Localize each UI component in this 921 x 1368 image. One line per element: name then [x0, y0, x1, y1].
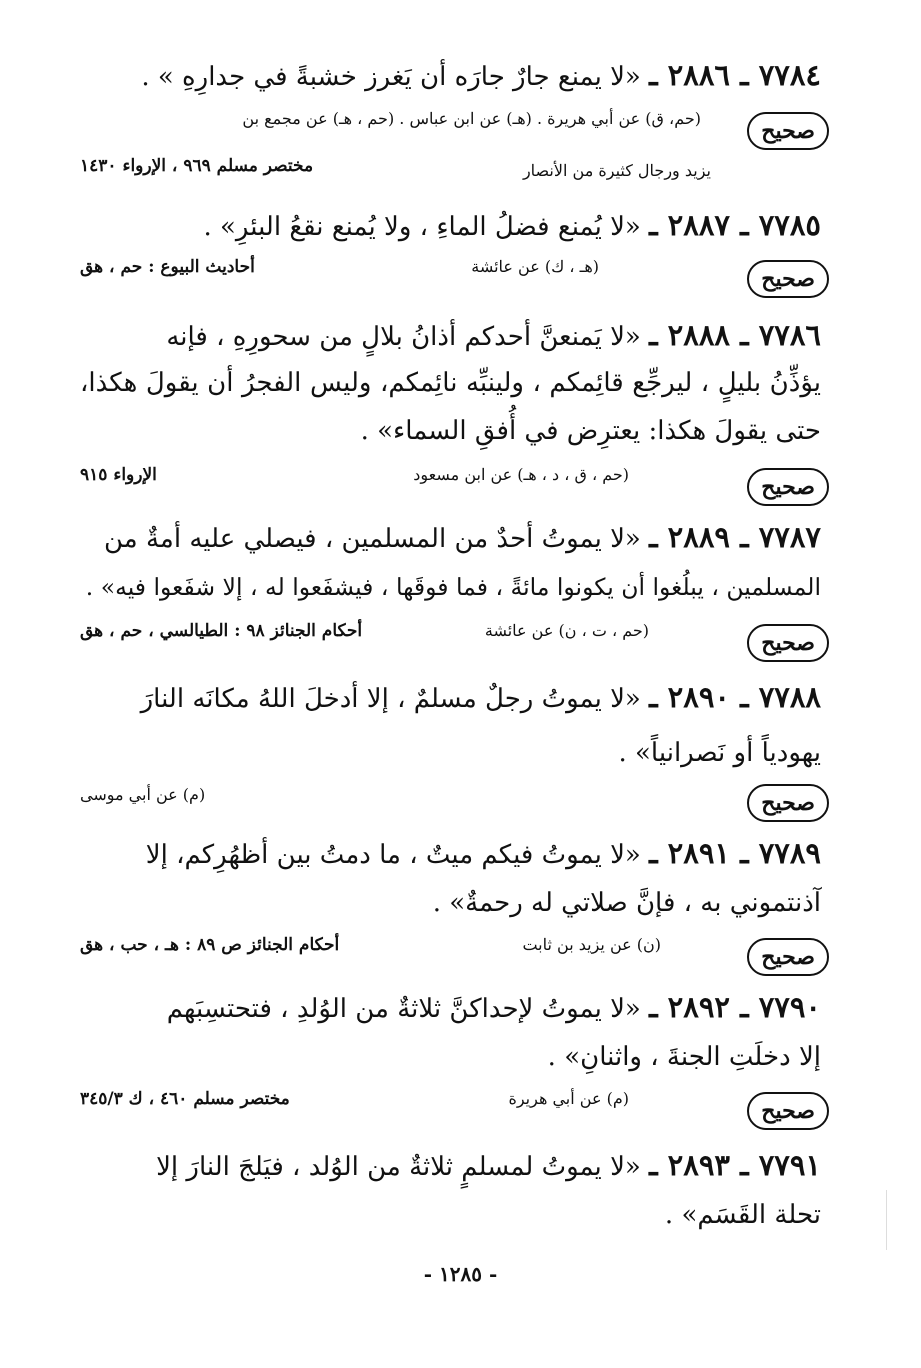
reference-row	[80, 620, 829, 664]
book-references: أحكام الجنائز ٩٨ : الطيالسي ، حم ، هق	[80, 621, 363, 641]
hadith-number: ٧٧٨٨ ـ ٢٨٩٠ ـ	[649, 680, 821, 714]
hadith-text: «لا يمنع جارٌ جارَه أن يَغرز خشبةً في جدارِهِ » .	[141, 62, 641, 92]
source-list: (م) عن أبي هريرة	[508, 1089, 629, 1108]
hadith-text: «لا يموتُ لمسلمٍ ثلاثةٌ من الوُلد ، فيَلجَ النارَ إلا	[156, 1152, 641, 1182]
source-list: (حم ، ق ، د ، هـ) عن ابن مسعود	[413, 465, 629, 484]
source-list: (حم ، ت ، ن) عن عائشة	[484, 621, 649, 640]
reference-row	[80, 108, 829, 152]
grade-badge: صحيح	[747, 1092, 829, 1130]
hadith-text-line: المسلمين ، يبلُغوا أن يكونوا مائةً ، فما فوقَها ، فيشفَعوا له ، إلا شفَعوا فيه» .	[85, 573, 821, 601]
hadith-text-line: آذنتموني به ، فإنَّ صلاتي له رحمةٌ» .	[432, 888, 821, 918]
hadith-line	[80, 680, 821, 716]
hadith-number: ٧٧٩٠ ـ ٢٨٩٢ ـ	[649, 990, 821, 1024]
hadith-text: «لا يموتُ أحدٌ من المسلمين ، فيصلي عليه أمةٌ من	[104, 524, 641, 554]
source-list: (حم، ق) عن أبي هريرة . (هـ) عن ابن عباس . (حم ، هـ) عن مجمع بن	[242, 109, 701, 128]
grade-badge: صحيح	[747, 624, 829, 662]
hadith-line	[80, 1148, 821, 1184]
page-number: - ١٢٨٥ -	[423, 1262, 498, 1286]
hadith-number: ٧٧٨٩ ـ ٢٨٩١ ـ	[649, 836, 821, 870]
hadith-text: «لا يُمنع فضلُ الماءِ ، ولا يُمنع نقعُ البئرِ» .	[203, 212, 641, 242]
book-references: أحكام الجنائز ص ٨٩ : هـ ، حب ، هق	[80, 935, 340, 955]
grade-badge: صحيح	[747, 260, 829, 298]
source-list: (م) عن أبي موسى	[80, 785, 206, 804]
hadith-text-line: حتى يقولَ هكذا: يعترِض في أُفقِ السماء» .	[360, 416, 821, 446]
hadith-number: ٧٧٩١ ـ ٢٨٩٣ ـ	[649, 1148, 821, 1182]
hadith-line	[80, 58, 821, 94]
grade-badge: صحيح	[747, 784, 829, 822]
grade-badge: صحيح	[747, 938, 829, 976]
book-references: الإرواء ٩١٥	[80, 465, 157, 485]
hadith-number: ٧٧٨٧ ـ ٢٨٨٩ ـ	[649, 520, 821, 554]
source-list-continued: يزيد ورجال كثيرة من الأنصار	[522, 161, 711, 180]
hadith-text: «لا يموتُ رجلٌ مسلمٌ ، إلا أدخلَ اللهُ مكانَه النارَ	[140, 684, 641, 714]
reference-row	[80, 256, 829, 300]
hadith-line	[80, 318, 821, 354]
hadith-line	[80, 836, 821, 872]
grade-badge: صحيح	[747, 112, 829, 150]
source-list: (ن) عن يزيد بن ثابت	[522, 935, 661, 954]
hadith-number: ٧٧٨٥ ـ ٢٨٨٧ ـ	[649, 208, 821, 242]
book-references: مختصر مسلم ٤٦٠ ، ك ٣٤٥/٣	[80, 1089, 290, 1109]
hadith-number: ٧٧٨٤ ـ ٢٨٨٦ ـ	[649, 58, 821, 92]
hadith-text: «لا يَمنعنَّ أحدكم أذانُ بلالٍ من سحورِهِ ، فإنه	[166, 322, 641, 352]
grade-badge: صحيح	[747, 468, 829, 506]
hadith-text-line: تحلة القَسَم» .	[664, 1200, 821, 1230]
reference-row	[80, 780, 829, 824]
reference-row	[80, 464, 829, 508]
source-list: (هـ ، ك) عن عائشة	[471, 257, 599, 276]
hadith-line	[80, 208, 821, 244]
reference-row	[80, 1088, 829, 1132]
hadith-text-line: يؤذِّنُ بليلٍ ، ليرجِّع قائِمكم ، ولينبِّه نائِمكم، وليس الفجرُ أن يقولَ هكذا،	[80, 368, 821, 398]
hadith-text-line: يهودياً أو نَصرانياً» .	[618, 738, 821, 768]
hadith-line	[80, 520, 821, 556]
margin-mark	[886, 1190, 887, 1250]
hadith-line	[80, 990, 821, 1026]
hadith-number: ٧٧٨٦ ـ ٢٨٨٨ ـ	[649, 318, 821, 352]
book-references: مختصر مسلم ٩٦٩ ، الإرواء ١٤٣٠	[80, 156, 314, 176]
reference-row	[80, 934, 829, 978]
hadith-text: «لا يموتُ فيكم ميتٌ ، ما دمتُ بين أظهُرِكم، إلا	[145, 840, 641, 870]
book-references: أحاديث البيوع : حم ، هق	[80, 257, 255, 277]
hadith-text: «لا يموتُ لإحداكنَّ ثلاثةٌ من الوُلدِ ، فتحتسِبَهم	[166, 994, 641, 1024]
hadith-text-line: إلا دخلَتِ الجنةَ ، واثنانِ» .	[547, 1042, 821, 1072]
